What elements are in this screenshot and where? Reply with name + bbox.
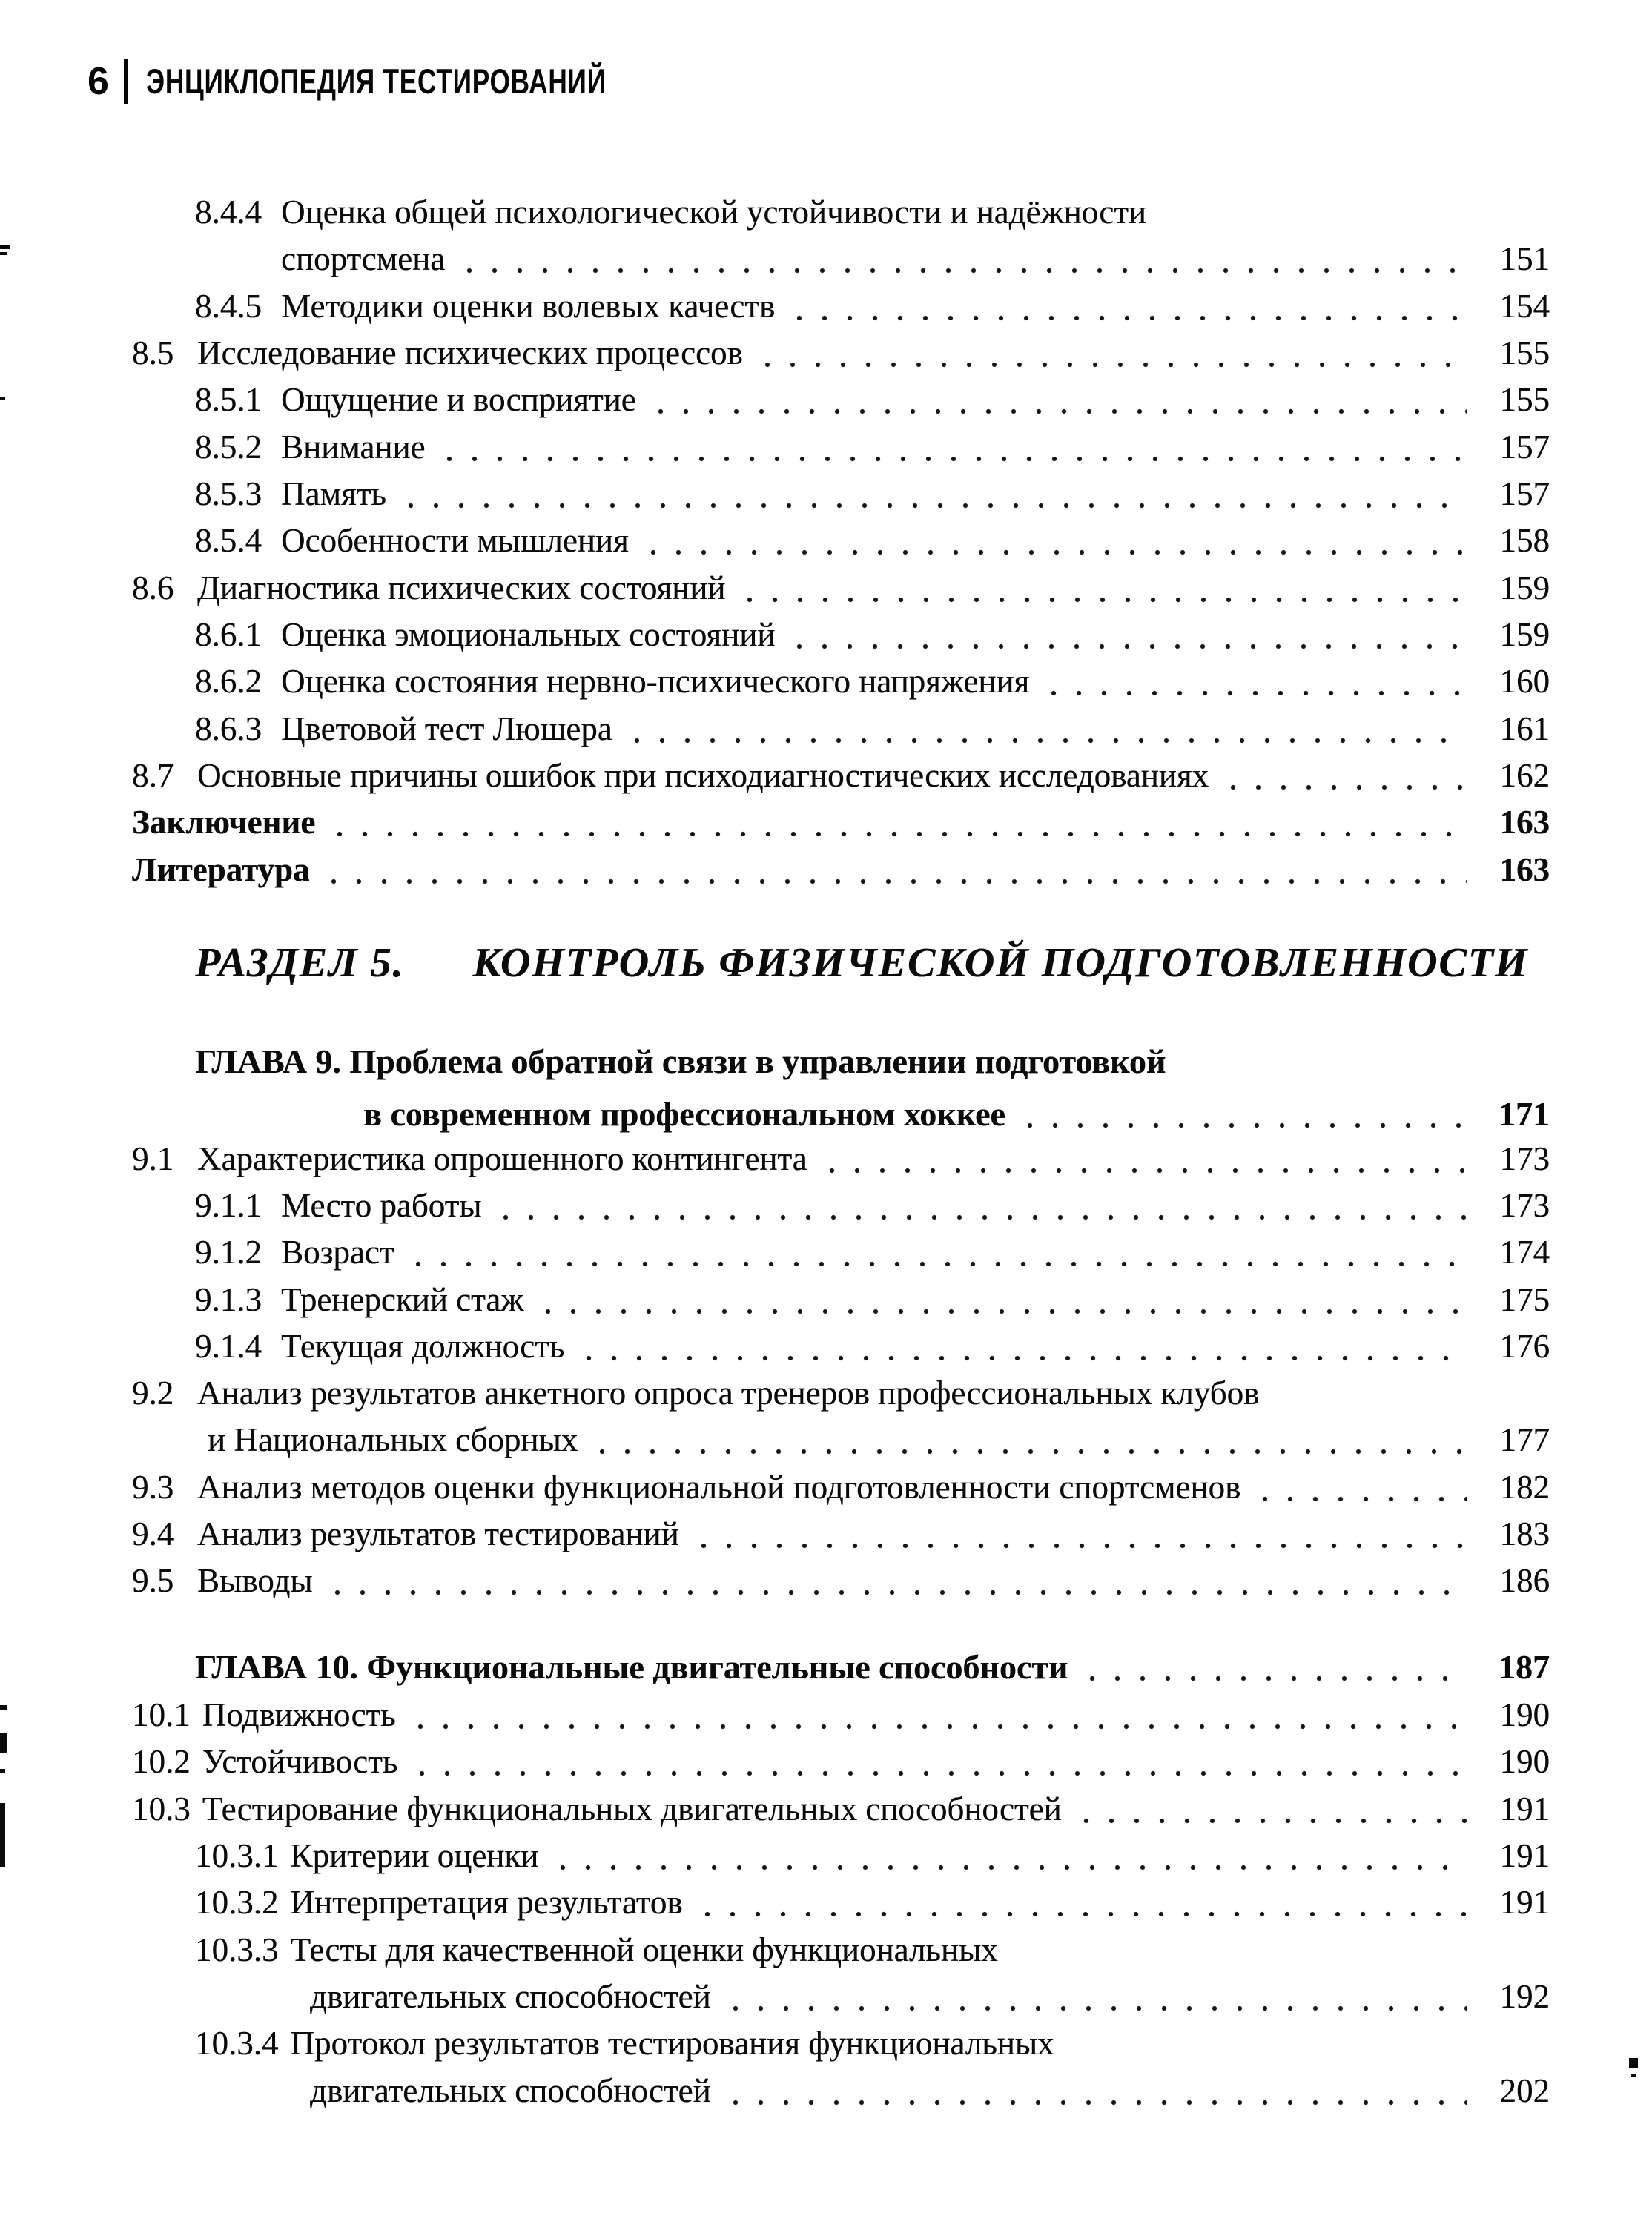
scan-artifact bbox=[0, 252, 7, 255]
toc-entry-page: 186 bbox=[1499, 1562, 1550, 1599]
toc-entry-title: Диагностика психических состояний bbox=[197, 569, 726, 606]
toc-entry-number: 10.3 bbox=[132, 1790, 191, 1827]
toc-entry-title: Исследование психических процессов bbox=[197, 334, 743, 371]
scan-artifact bbox=[1629, 2058, 1638, 2068]
dot-leader bbox=[404, 1229, 1467, 1276]
toc-entry bbox=[0, 1229, 1550, 1276]
toc-entry bbox=[0, 1464, 1550, 1511]
toc-entry-page: 157 bbox=[1499, 429, 1550, 466]
dot-leader bbox=[1072, 1786, 1467, 1833]
toc-entry-title: Критерии оценки bbox=[290, 1837, 539, 1874]
toc-entry bbox=[0, 1927, 1550, 1974]
dot-leader bbox=[818, 1136, 1467, 1182]
toc-entry-continuation bbox=[0, 236, 1550, 282]
toc-entry-page: 192 bbox=[1499, 1978, 1550, 2015]
toc-entry-title: Память bbox=[281, 475, 386, 512]
toc-entry-number: 9.5 bbox=[132, 1562, 174, 1599]
scan-artifact bbox=[0, 1803, 5, 1867]
toc-entry bbox=[0, 1558, 1550, 1604]
toc-entry-number: 10.2 bbox=[132, 1743, 191, 1780]
toc-entry-title: Место работы bbox=[281, 1187, 482, 1224]
toc-entry-title: Цветовой тест Люшера bbox=[281, 710, 612, 747]
toc-entry-number: 8.5.1 bbox=[195, 381, 262, 418]
toc-entry-title: Литература bbox=[132, 851, 310, 888]
toc-entry bbox=[0, 517, 1550, 564]
toc-entry-title: Возраст bbox=[281, 1234, 394, 1271]
toc-entry bbox=[0, 283, 1550, 330]
toc-entry-number: 8.4.4 bbox=[195, 193, 262, 231]
toc-entry-title: Текущая должность bbox=[281, 1328, 565, 1365]
toc-entry-title: Основные причины ошибок при психодиагностических исследованиях bbox=[197, 757, 1209, 794]
toc-entry-number: 8.6.2 bbox=[195, 663, 262, 700]
toc-chapter-continuation bbox=[0, 1091, 1550, 1137]
toc-entry-page: 157 bbox=[1499, 475, 1550, 512]
scan-artifact bbox=[0, 1769, 5, 1773]
dot-leader bbox=[575, 1323, 1467, 1370]
toc-entry-page: 176 bbox=[1499, 1328, 1550, 1365]
toc-entry-number: 10.1 bbox=[132, 1696, 191, 1733]
toc-entry bbox=[0, 424, 1550, 471]
toc-entry bbox=[0, 1833, 1550, 1879]
toc-entry-number: 9.1.3 bbox=[195, 1281, 262, 1318]
toc-entry-page: 191 bbox=[1499, 1837, 1550, 1874]
toc-entry-title: Подвижность bbox=[202, 1696, 396, 1733]
dot-leader bbox=[1078, 1644, 1467, 1690]
toc-entry bbox=[0, 1739, 1550, 1785]
dot-leader bbox=[785, 283, 1467, 330]
dot-leader bbox=[397, 471, 1467, 517]
toc-entry-page: 190 bbox=[1499, 1743, 1550, 1780]
dot-leader bbox=[690, 1511, 1467, 1558]
toc-entry-title: Особенности мышления bbox=[281, 522, 629, 559]
toc-entry bbox=[0, 612, 1550, 658]
toc-entry-title: Выводы bbox=[197, 1562, 313, 1599]
toc-entry-page: 155 bbox=[1499, 381, 1550, 418]
toc-entry-number: 9.1.2 bbox=[195, 1234, 262, 1271]
toc-entry-page: 155 bbox=[1499, 334, 1550, 371]
dot-leader bbox=[1251, 1464, 1467, 1511]
toc-entry-number: 8.5.2 bbox=[195, 429, 262, 466]
toc-entry-title: Характеристика опрошенного контингента bbox=[197, 1140, 807, 1177]
toc-entry-page: 163 bbox=[1499, 804, 1550, 841]
toc-entry bbox=[0, 2020, 1550, 2067]
section-number: РАЗДЕЛ 5. bbox=[195, 940, 405, 986]
scan-artifact bbox=[1631, 2074, 1636, 2077]
toc-entry-title: спортсмена bbox=[281, 240, 446, 277]
toc-entry bbox=[0, 1786, 1550, 1833]
toc-entry-title: ГЛАВА 9. Проблема обратной связи в управлении подготовкой bbox=[195, 1042, 1166, 1080]
toc-entry-title: Тестирование функциональных двигательных способностей bbox=[202, 1790, 1062, 1827]
dot-leader bbox=[406, 1692, 1467, 1739]
dot-leader bbox=[588, 1417, 1467, 1463]
toc-entry-title: Ощущение и восприятие bbox=[281, 381, 636, 418]
header-divider bbox=[124, 59, 128, 104]
toc-entry-title: Устойчивость bbox=[202, 1743, 398, 1780]
toc-entry bbox=[0, 799, 1550, 846]
toc-entry-page: 190 bbox=[1499, 1696, 1550, 1733]
toc-chapter-entry bbox=[0, 1038, 1550, 1085]
page-header bbox=[87, 58, 760, 105]
dot-leader bbox=[623, 706, 1467, 752]
toc-entry bbox=[0, 1323, 1550, 1370]
toc-entry-title: Заключение bbox=[132, 804, 316, 841]
dot-leader bbox=[1016, 1091, 1467, 1137]
dot-leader bbox=[721, 2068, 1467, 2114]
toc-entry-page: 177 bbox=[1499, 1421, 1550, 1458]
toc-entry-number: 10.3.4 bbox=[195, 2025, 279, 2062]
toc-entry-title: Оценка общей психологической устойчивости и надёжности bbox=[281, 193, 1146, 231]
book-title: ЭНЦИКЛОПЕДИЯ ТЕСТИРОВАНИЙ bbox=[145, 62, 607, 101]
dot-leader bbox=[323, 1558, 1467, 1604]
toc-entry bbox=[0, 658, 1550, 705]
toc-entry-number: 9.1.4 bbox=[195, 1328, 262, 1365]
toc-entry-continuation bbox=[0, 2068, 1550, 2114]
toc-entry bbox=[0, 1511, 1550, 1558]
toc-entry-number: 8.4.5 bbox=[195, 288, 262, 325]
dot-leader bbox=[639, 517, 1467, 564]
toc-entry-title: Протокол результатов тестирования функциональных bbox=[290, 2025, 1054, 2062]
toc-entry-title: Анализ методов оценки функциональной подготовленности спортсменов bbox=[197, 1469, 1241, 1506]
toc-entry-page: 173 bbox=[1499, 1140, 1550, 1177]
dot-leader bbox=[736, 565, 1467, 612]
toc-entry-title: Тренерский стаж bbox=[281, 1281, 524, 1318]
toc-entry-title: двигательных способностей bbox=[310, 2072, 711, 2109]
toc-entry-page: 159 bbox=[1499, 616, 1550, 653]
dot-leader bbox=[534, 1277, 1467, 1323]
toc-entry-title: Анализ результатов тестирований bbox=[197, 1515, 679, 1552]
dot-leader bbox=[721, 1974, 1467, 2020]
toc-entry bbox=[0, 1692, 1550, 1739]
scan-artifact bbox=[0, 245, 10, 249]
toc-entry bbox=[0, 752, 1550, 799]
toc-entry bbox=[0, 1136, 1550, 1182]
toc-entry-number: 10.3.3 bbox=[195, 1931, 279, 1968]
toc-entry-title: ГЛАВА 10. Функциональные двигательные способности bbox=[195, 1648, 1068, 1686]
toc-entry-title: Методики оценки волевых качеств bbox=[281, 288, 776, 325]
toc-entry-page: 151 bbox=[1499, 240, 1550, 277]
toc-entry-page: 160 bbox=[1499, 663, 1550, 700]
toc-entry-number: 8.6.1 bbox=[195, 616, 262, 653]
dot-leader bbox=[435, 424, 1467, 471]
toc-entry-continuation bbox=[0, 1974, 1550, 2020]
toc-entry-page: 202 bbox=[1499, 2072, 1550, 2109]
toc-entry-number: 8.5.3 bbox=[195, 475, 262, 512]
toc-entry-page: 187 bbox=[1499, 1648, 1550, 1686]
toc-entry-title: двигательных способностей bbox=[310, 1978, 711, 2015]
toc-entry-page: 183 bbox=[1499, 1515, 1550, 1552]
toc-entry-number: 8.5 bbox=[132, 334, 174, 371]
toc-entry-page: 162 bbox=[1499, 757, 1550, 794]
toc-entry-page: 154 bbox=[1499, 288, 1550, 325]
toc-entry-page: 171 bbox=[1499, 1095, 1550, 1133]
dot-leader bbox=[320, 847, 1467, 893]
toc-entry-number: 9.4 bbox=[132, 1515, 174, 1552]
toc-entry-page: 191 bbox=[1499, 1790, 1550, 1827]
toc-entry-title: в современном профессиональном хоккее bbox=[363, 1095, 1005, 1133]
scan-artifact bbox=[0, 1705, 7, 1710]
dot-leader bbox=[693, 1879, 1467, 1926]
toc-entry bbox=[0, 1182, 1550, 1229]
toc-entry-continuation bbox=[0, 1417, 1550, 1463]
toc-entry bbox=[0, 706, 1550, 752]
toc-entry-number: 9.3 bbox=[132, 1469, 174, 1506]
toc-entry-number: 8.5.4 bbox=[195, 522, 262, 559]
dot-leader bbox=[753, 330, 1467, 377]
toc-entry bbox=[0, 1277, 1550, 1323]
toc-chapter-entry bbox=[0, 1644, 1550, 1690]
toc-entry-number: 9.2 bbox=[132, 1375, 174, 1412]
toc-entry-number: 8.6.3 bbox=[195, 710, 262, 747]
scan-artifact bbox=[0, 1733, 7, 1753]
toc-entry-page: 182 bbox=[1499, 1469, 1550, 1506]
section-heading bbox=[0, 936, 1550, 990]
toc-entry-page: 191 bbox=[1499, 1884, 1550, 1921]
dot-leader bbox=[785, 612, 1467, 658]
dot-leader bbox=[408, 1739, 1467, 1785]
toc-entry bbox=[0, 565, 1550, 612]
toc-entry-page: 175 bbox=[1499, 1281, 1550, 1318]
toc-entry bbox=[0, 1879, 1550, 1926]
toc-entry bbox=[0, 189, 1550, 236]
dot-leader bbox=[647, 377, 1467, 423]
dot-leader bbox=[492, 1182, 1467, 1229]
toc-entry-page: 163 bbox=[1499, 851, 1550, 888]
toc-entry-page: 173 bbox=[1499, 1187, 1550, 1224]
toc-entry bbox=[0, 330, 1550, 377]
toc-entry-page: 174 bbox=[1499, 1234, 1550, 1271]
toc-entry-number: 10.3.1 bbox=[195, 1837, 279, 1874]
toc-entry-number: 8.6 bbox=[132, 569, 174, 606]
toc-entry-title: и Национальных сборных bbox=[208, 1421, 578, 1458]
scan-artifact bbox=[0, 397, 5, 400]
dot-leader bbox=[326, 799, 1467, 846]
toc-entry-title: Тесты для качественной оценки функциональных bbox=[290, 1931, 998, 1968]
toc-entry-title: Оценка эмоциональных состояний bbox=[281, 616, 776, 653]
toc-entry-page: 158 bbox=[1499, 522, 1550, 559]
toc-entry-title: Оценка состояния нервно-психического напряжения bbox=[281, 663, 1030, 700]
toc-entry bbox=[0, 377, 1550, 423]
dot-leader bbox=[1219, 752, 1467, 799]
toc-entry-number: 8.7 bbox=[132, 757, 174, 794]
toc-entry bbox=[0, 471, 1550, 517]
dot-leader bbox=[455, 236, 1467, 282]
toc-entry-number: 9.1 bbox=[132, 1140, 174, 1177]
toc-entry-page: 161 bbox=[1499, 710, 1550, 747]
toc-entry-title: Интерпретация результатов bbox=[290, 1884, 683, 1921]
toc-entry-number: 9.1.1 bbox=[195, 1187, 262, 1224]
section-title: КОНТРОЛЬ ФИЗИЧЕСКОЙ ПОДГОТОВЛЕННОСТИ bbox=[472, 940, 1529, 986]
toc-entry-title: Анализ результатов анкетного опроса тренеров профессиональных клубов bbox=[197, 1375, 1260, 1412]
toc-entry-page: 159 bbox=[1499, 569, 1550, 606]
toc-entry-title: Внимание bbox=[281, 429, 426, 466]
toc-entry bbox=[0, 847, 1550, 893]
dot-leader bbox=[1040, 658, 1467, 705]
toc-entry bbox=[0, 1370, 1550, 1417]
dot-leader bbox=[549, 1833, 1467, 1879]
toc-entry-number: 10.3.2 bbox=[195, 1884, 279, 1921]
page-number: 6 bbox=[87, 60, 109, 103]
